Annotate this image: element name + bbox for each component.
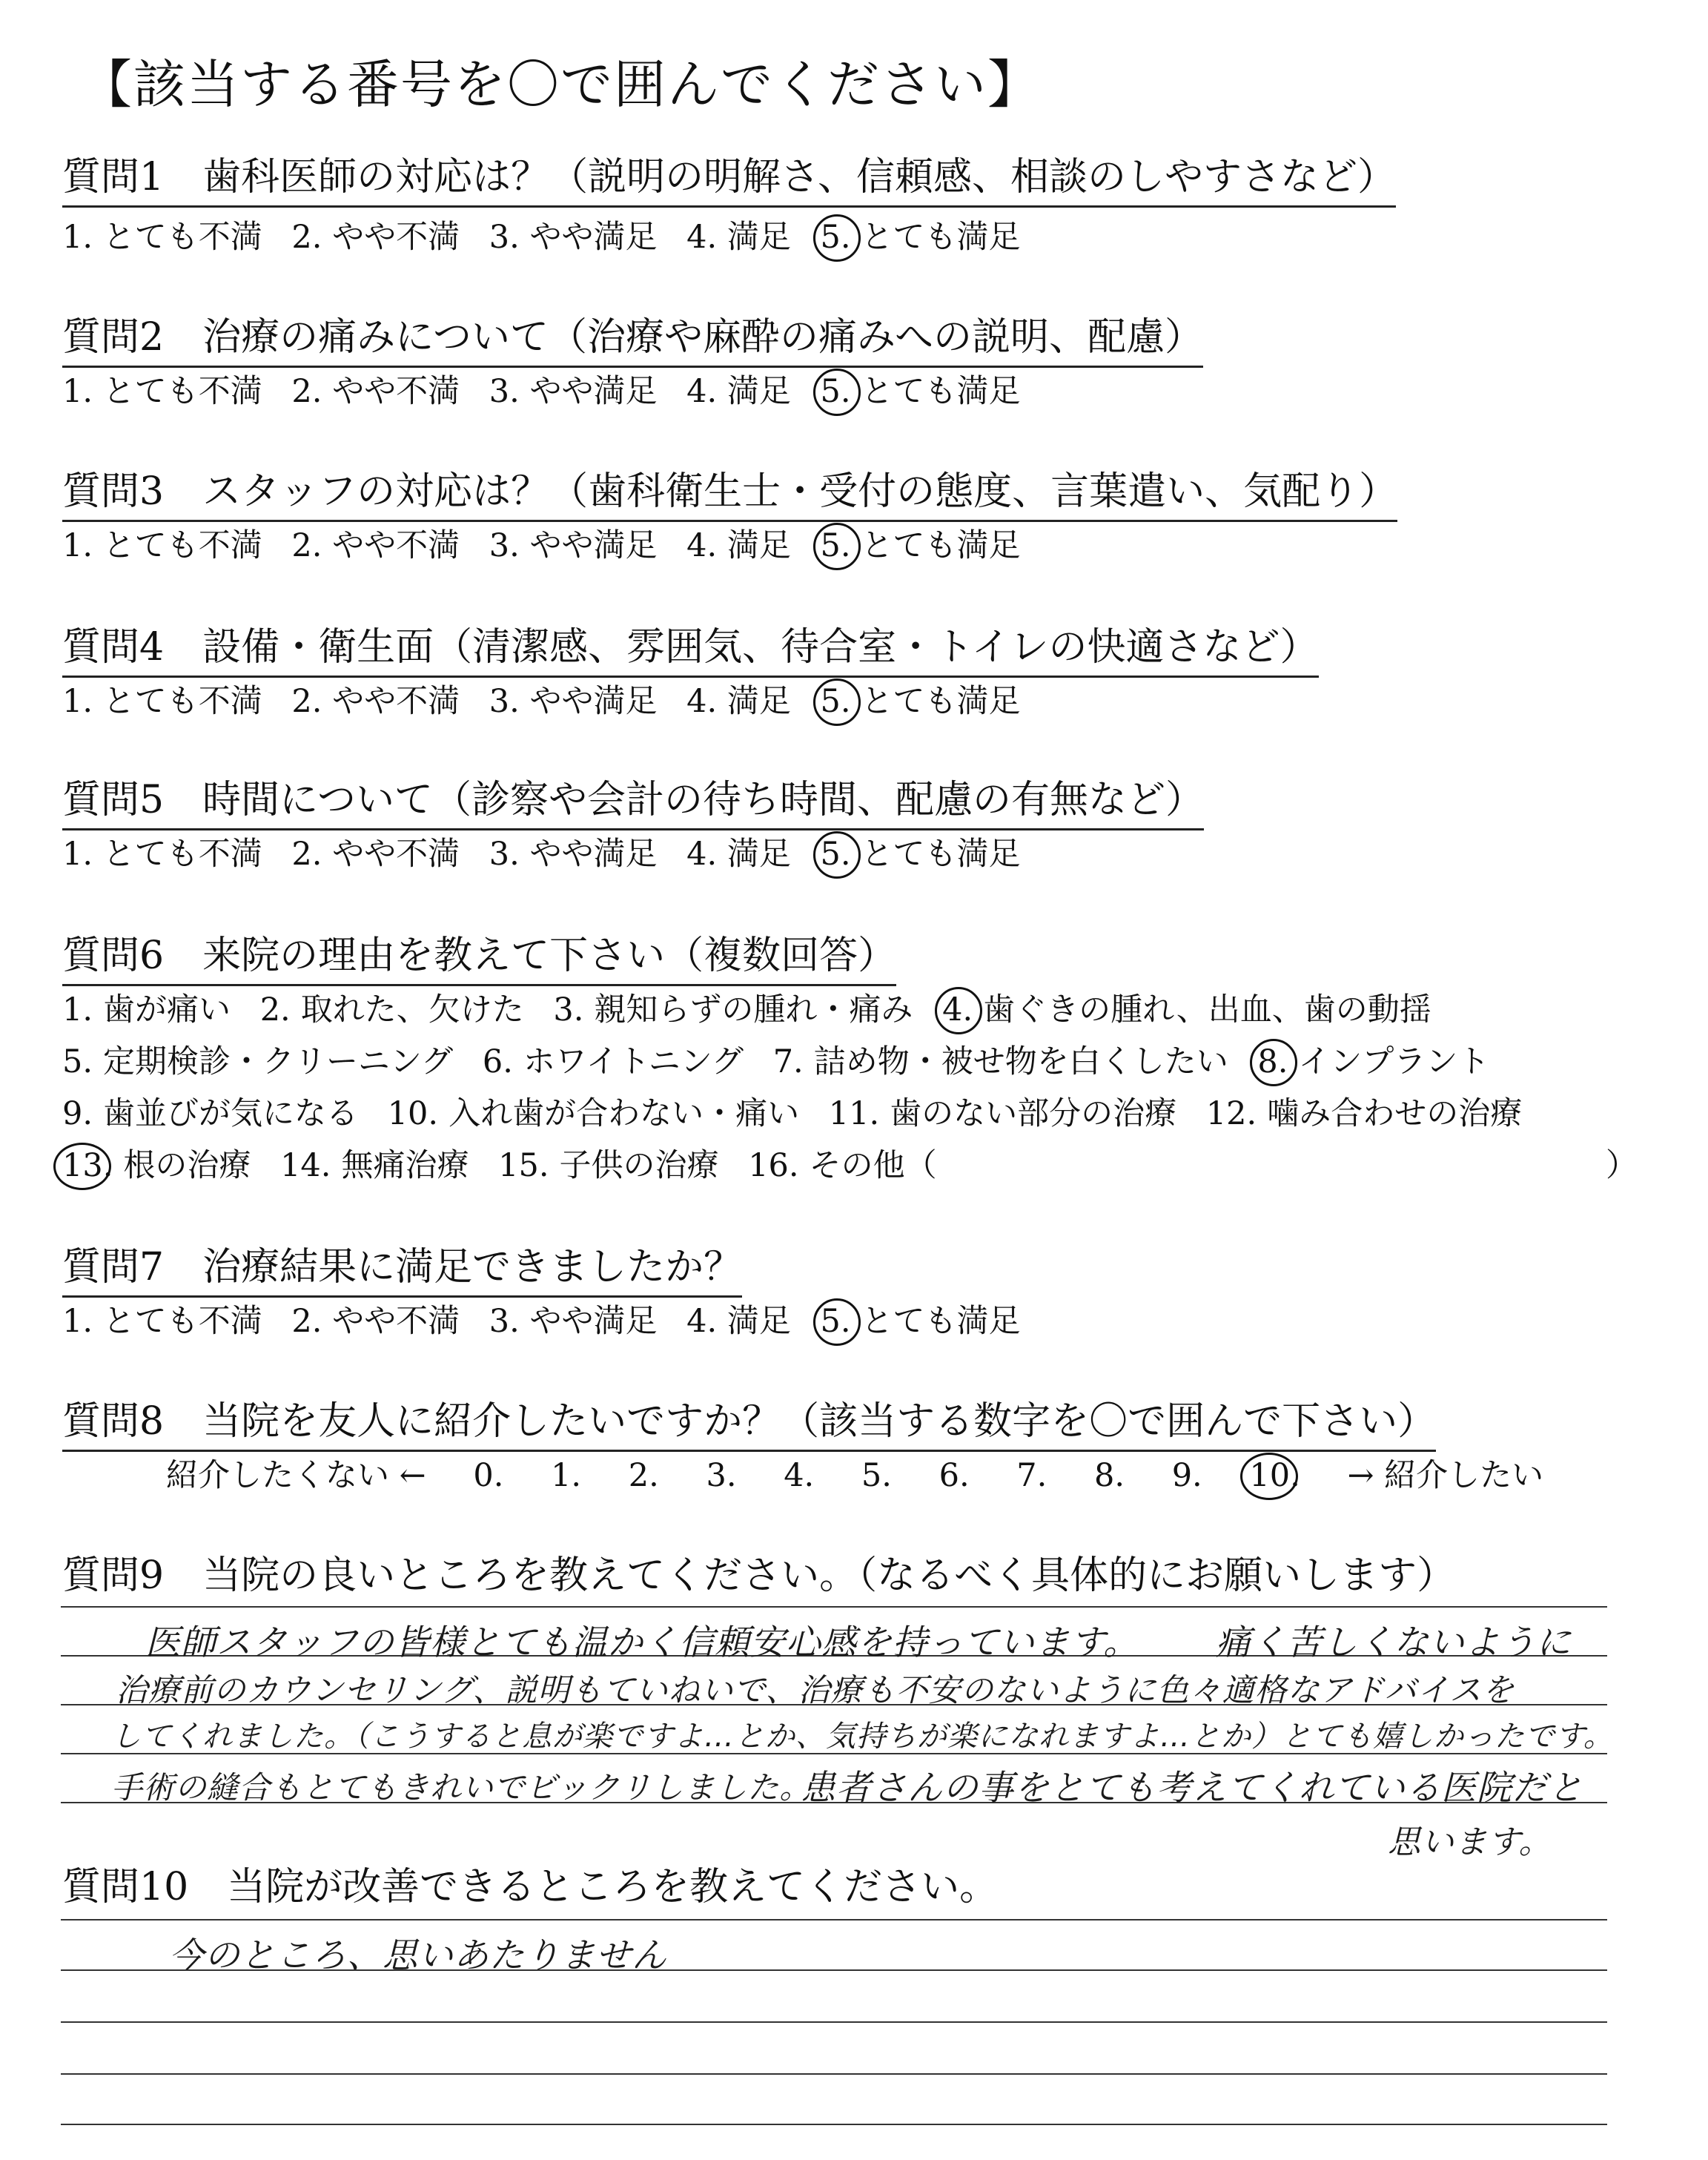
option-4[interactable]: 4. 満足 <box>686 1303 791 1340</box>
scale-point[interactable]: 8. <box>1094 1457 1125 1494</box>
reason-number[interactable]: 7. <box>772 1043 804 1080</box>
reason-label: 無痛治療 <box>341 1147 469 1184</box>
option-2[interactable]: 2. やや不満 <box>291 1303 460 1340</box>
reason-label: 噛み合わせの治療 <box>1267 1095 1523 1132</box>
reason-number[interactable]: 11. <box>828 1095 880 1132</box>
scale-point[interactable]: 0. <box>473 1457 504 1494</box>
question-6-row-4 <box>62 1140 956 1186</box>
handwritten-answer-line: 今のところ、思いあたりません <box>169 1935 667 1976</box>
option-5-circled[interactable]: 5. <box>820 219 851 256</box>
option-5-circled[interactable]: 5. <box>820 527 851 564</box>
option-5-circled[interactable]: 5. <box>820 373 851 410</box>
reason-label: 歯ぐきの腫れ、出血、歯の動揺 <box>983 991 1431 1028</box>
question-10-heading: 質問10 当院が改善できるところを教えてください。 <box>62 1865 999 1909</box>
answer-line <box>61 2021 1607 2023</box>
question-4-heading: 質問4 設備・衛生面（清潔感、雰囲気、待合室・トイレの快適さなど） <box>62 615 1319 678</box>
question-5-heading: 質問5 時間について（診察や会計の待ち時間、配慮の有無など） <box>62 768 1204 830</box>
option-5-label: とても満足 <box>861 683 1021 720</box>
reason-label: 歯のない部分の治療 <box>890 1095 1177 1132</box>
answer-line <box>61 2124 1607 2125</box>
question-2-heading: 質問2 治療の痛みについて（治療や麻酔の痛みへの説明、配慮） <box>62 305 1203 368</box>
option-4[interactable]: 4. 満足 <box>686 527 791 564</box>
scale-point[interactable]: 7. <box>1016 1457 1047 1494</box>
option-3[interactable]: 3. やや満足 <box>489 836 658 873</box>
option-3[interactable]: 3. やや満足 <box>489 1303 658 1340</box>
option-1[interactable]: 1. とても不満 <box>62 683 262 720</box>
scale-point[interactable]: 5. <box>861 1457 892 1494</box>
question-6-row-3 <box>62 1089 1541 1134</box>
handwritten-answer-line: 患者さんの事をとても考えてくれている医院だと <box>801 1768 1583 1809</box>
scale-point[interactable]: 3. <box>706 1457 737 1494</box>
question-8-heading: 質問8 当院を友人に紹介したいですか？（該当する数字を〇で囲んで下さい） <box>62 1390 1436 1452</box>
page-title: 【該当する番号を〇で囲んでください】 <box>80 54 1041 115</box>
handwritten-answer-line: してくれました。（こうすると息が楽ですよ…とか、気持ちが楽になれますよ…とか）とても嬉しかったです。 <box>111 1720 1614 1754</box>
option-2[interactable]: 2. やや不満 <box>291 836 460 873</box>
question-7-heading: 質問7 治療結果に満足できましたか？ <box>62 1235 742 1298</box>
handwritten-answer-line: 医師スタッフの皆様とても温かく信頼安心感を持っています。 <box>145 1622 1139 1663</box>
handwritten-answer-line: 治療前のカウンセリング、説明もていねいで、治療も不安のないように色々適格なアドバイスを <box>116 1672 1515 1709</box>
question-3-options <box>62 521 1040 566</box>
option-4[interactable]: 4. 満足 <box>686 683 791 720</box>
recommend-scale <box>166 1450 1580 1496</box>
option-2[interactable]: 2. やや不満 <box>291 373 460 410</box>
question-7-options <box>62 1296 1040 1341</box>
reason-label: 親知らずの腫れ・痛み <box>594 991 913 1028</box>
option-5-circled[interactable]: 5. <box>820 1303 851 1340</box>
reason-label: 詰め物・被せ物を白くしたい <box>813 1043 1228 1080</box>
option-2[interactable]: 2. やや不満 <box>291 219 460 256</box>
reason-number[interactable]: 9. <box>62 1095 93 1132</box>
other-close-paren: ） <box>1606 1147 1638 1184</box>
option-5-label: とても満足 <box>861 373 1021 410</box>
option-5-label: とても満足 <box>861 219 1021 256</box>
reason-number[interactable]: 6. <box>482 1043 513 1080</box>
option-5-label: とても満足 <box>861 1303 1021 1340</box>
answer-line <box>61 1606 1607 1608</box>
scale-right-label: → 紹介したい <box>1347 1457 1544 1494</box>
reason-number[interactable]: 1. <box>62 991 93 1028</box>
scale-point[interactable]: 9. <box>1171 1457 1202 1494</box>
scale-point[interactable]: 4. <box>784 1457 815 1494</box>
reason-label: ホワイトニング <box>523 1043 744 1080</box>
option-1[interactable]: 1. とても不満 <box>62 219 262 256</box>
handwritten-answer-line: 痛く苦しくないように <box>1216 1622 1572 1663</box>
reason-label: 歯並びが気になる <box>103 1095 359 1132</box>
reason-number-circled[interactable]: 13. <box>62 1147 113 1184</box>
reason-label: 入れ歯が合わない・痛い <box>448 1095 800 1132</box>
scale-point[interactable]: 6. <box>939 1457 970 1494</box>
reason-number[interactable]: 5. <box>62 1043 93 1080</box>
question-9-heading: 質問9 当院の良いところを教えてください。（なるべく具体的にお願いします） <box>62 1553 1456 1598</box>
scale-point[interactable]: 1. <box>551 1457 582 1494</box>
reason-number-circled[interactable]: 4. <box>942 991 973 1028</box>
option-3[interactable]: 3. やや満足 <box>489 219 658 256</box>
option-5-circled[interactable]: 5. <box>820 683 851 720</box>
option-2[interactable]: 2. やや不満 <box>291 683 460 720</box>
reason-number[interactable]: 2. <box>259 991 291 1028</box>
question-6-heading: 質問6 来院の理由を教えて下さい（複数回答） <box>62 924 896 986</box>
scale-point-circled[interactable]: 10. <box>1249 1457 1300 1494</box>
option-1[interactable]: 1. とても不満 <box>62 836 262 873</box>
option-2[interactable]: 2. やや不満 <box>291 527 460 564</box>
reason-number[interactable]: 10. <box>387 1095 439 1132</box>
option-4[interactable]: 4. 満足 <box>686 219 791 256</box>
reason-number[interactable]: 15. <box>498 1147 549 1184</box>
option-3[interactable]: 3. やや満足 <box>489 683 658 720</box>
option-1[interactable]: 1. とても不満 <box>62 527 262 564</box>
reason-number[interactable]: 3. <box>553 991 584 1028</box>
reason-label: 歯が痛い <box>103 991 231 1028</box>
reason-number-circled[interactable]: 8. <box>1257 1043 1288 1080</box>
scale-left-label: 紹介したくない ← <box>166 1457 426 1494</box>
reason-number[interactable]: 12. <box>1205 1095 1257 1132</box>
reason-label: 根の治療 <box>123 1147 251 1184</box>
reason-label: 取れた、欠けた <box>300 991 524 1028</box>
reason-number[interactable]: 14. <box>280 1147 331 1184</box>
question-6-row-2 <box>62 1037 1509 1082</box>
option-5-circled[interactable]: 5. <box>820 836 851 873</box>
other-label: その他（ <box>809 1147 937 1184</box>
answer-line <box>61 2073 1607 2075</box>
reason-number[interactable]: 16. <box>748 1147 799 1184</box>
option-1[interactable]: 1. とても不満 <box>62 1303 262 1340</box>
question-1-heading: 質問1 歯科医師の対応は？（説明の明解さ、信頼感、相談のしやすさなど） <box>62 145 1396 208</box>
option-4[interactable]: 4. 満足 <box>686 836 791 873</box>
question-4-options <box>62 676 1040 721</box>
question-3-heading: 質問3 スタッフの対応は？（歯科衛生士・受付の態度、言葉遣い、気配り） <box>62 460 1397 522</box>
reason-label: インプラント <box>1298 1043 1490 1080</box>
option-5-label: とても満足 <box>861 836 1021 873</box>
handwritten-answer-line: 思います。 <box>1388 1823 1552 1861</box>
question-1-options <box>62 212 1040 257</box>
answer-line <box>61 1919 1607 1920</box>
option-5-label: とても満足 <box>861 527 1021 564</box>
question-2-options <box>62 366 1040 412</box>
option-4[interactable]: 4. 満足 <box>686 373 791 410</box>
question-5-options <box>62 829 1040 874</box>
handwritten-answer-line: 手術の縫合もとてもきれいでビックリしました。 <box>111 1769 812 1806</box>
reason-label: 子供の治療 <box>559 1147 719 1184</box>
option-3[interactable]: 3. やや満足 <box>489 527 658 564</box>
scale-point[interactable]: 2. <box>628 1457 659 1494</box>
reason-label: 定期検診・クリーニング <box>103 1043 454 1080</box>
option-3[interactable]: 3. やや満足 <box>489 373 658 410</box>
option-1[interactable]: 1. とても不満 <box>62 373 262 410</box>
question-6-row-1 <box>62 985 1451 1030</box>
